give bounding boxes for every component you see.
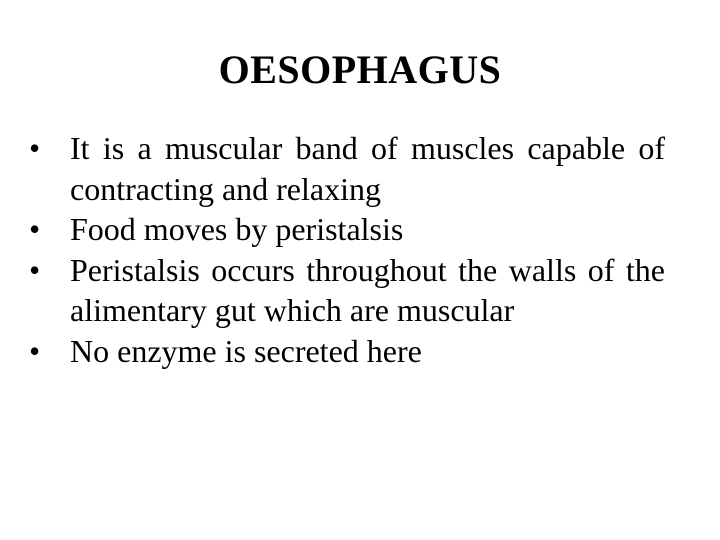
- bullet-text: Food moves by peristalsis: [70, 211, 404, 247]
- slide-title: OESOPHAGUS: [218, 47, 502, 92]
- bullet-icon: •: [29, 130, 41, 166]
- bullet-item: [29, 128, 665, 209]
- bullet-item: [29, 331, 665, 372]
- bullet-icon: •: [29, 251, 41, 288]
- bullet-icon: •: [29, 211, 41, 247]
- bullet-item: [29, 209, 665, 250]
- bullet-text: Peristalsis occurs throughout the walls of the alimentary gut which are muscular: [70, 251, 665, 328]
- bullet-list: [29, 128, 665, 371]
- bullet-text: It is a muscular band of muscles capable of contracting and relaxing: [70, 130, 665, 207]
- bullet-text: No enzyme is secreted here: [70, 332, 422, 369]
- bullet-icon: •: [29, 332, 41, 369]
- bullet-item: [29, 250, 665, 331]
